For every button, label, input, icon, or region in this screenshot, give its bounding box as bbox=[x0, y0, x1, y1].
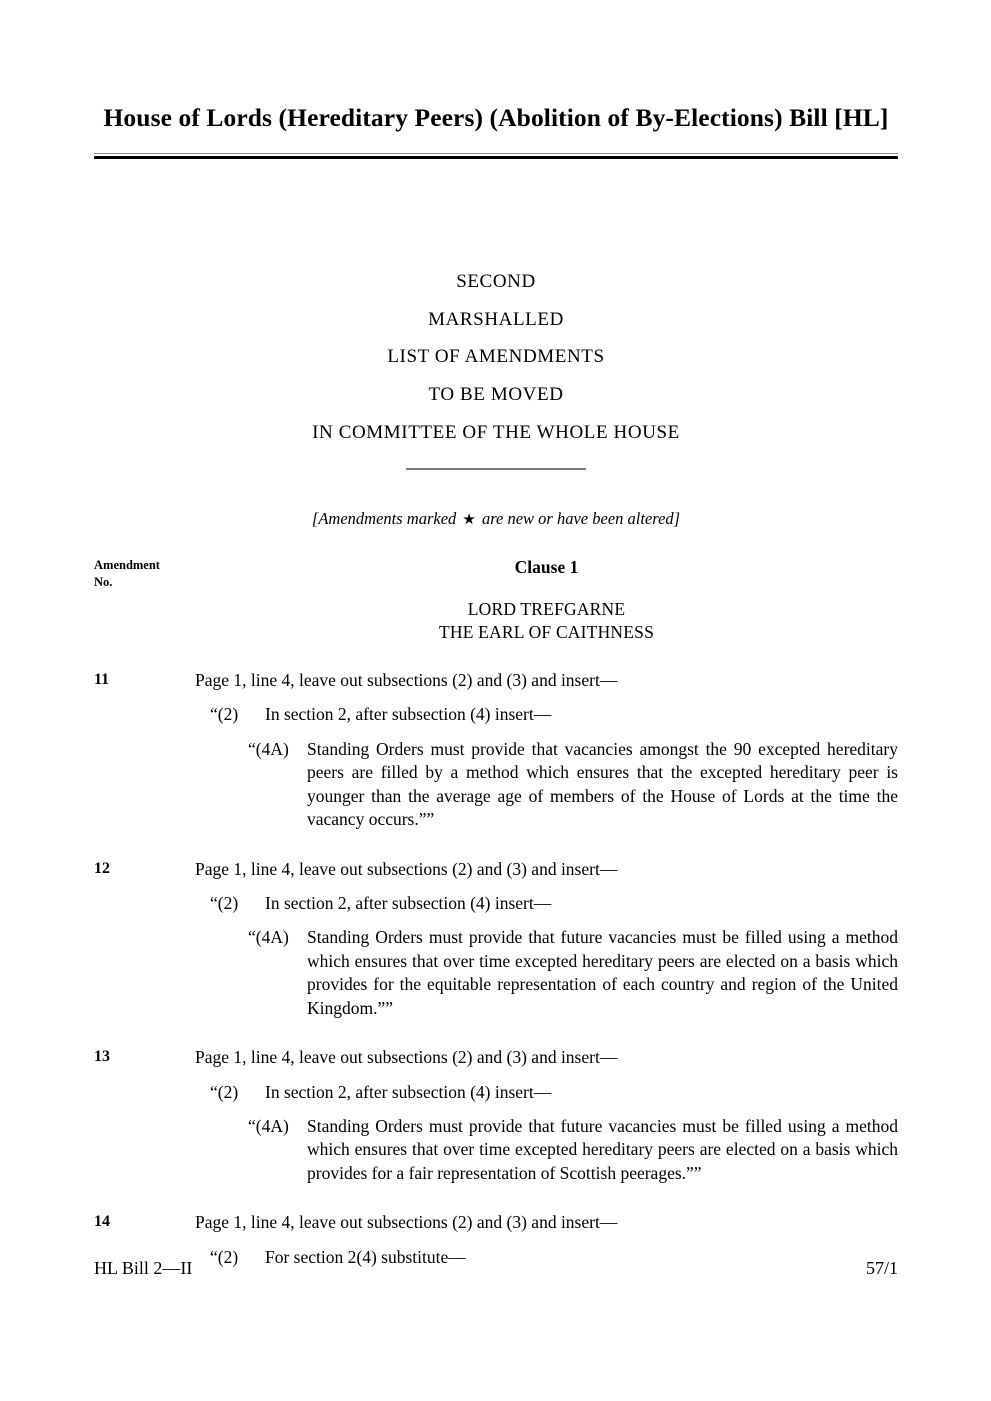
amendment-subsection bbox=[210, 703, 898, 726]
amendment-lede-text: Page 1, line 4, leave out subsections (2) and (3) and insert— bbox=[195, 858, 618, 879]
subsection-text: In section 2, after subsection (4) insert— bbox=[265, 892, 552, 913]
amendment-number: 14 bbox=[94, 1213, 110, 1231]
note-suffix: are new or have been altered] bbox=[477, 509, 681, 529]
amendments-marked-note bbox=[94, 509, 898, 529]
amendment-lede-text: Page 1, line 4, leave out subsections (2) and (3) and insert— bbox=[195, 1047, 618, 1068]
amendment-inserted-text bbox=[248, 926, 898, 1020]
title-rule-thin bbox=[94, 153, 898, 154]
subsection-marker: “(2) bbox=[210, 892, 239, 913]
inserted-text-marker: “(4A) bbox=[248, 738, 289, 759]
inserted-text-body: Standing Orders must provide that future vacancies must be filled using a method which ensures that over time excepted hereditary peers are elected on a basis which provides for a fair representation of Scottish peerages.”” bbox=[307, 1115, 898, 1183]
subsection-text: In section 2, after subsection (4) insert— bbox=[265, 1081, 552, 1102]
amendment-entry bbox=[94, 1046, 898, 1185]
footer-bill-reference: HL Bill 2—II bbox=[94, 1258, 193, 1278]
document-heading-block bbox=[94, 263, 898, 470]
heading-line-marshalled: MARSHALLED bbox=[428, 308, 564, 330]
sponsor-name-2: THE EARL OF CAITHNESS bbox=[438, 621, 654, 642]
footer-page-number: 57/1 bbox=[865, 1258, 898, 1278]
heading-line-second: SECOND bbox=[456, 271, 536, 293]
amendment-inserted-text bbox=[248, 1115, 898, 1186]
page-title: House of Lords (Hereditary Peers) (Abolition of By-Elections) Bill [HL] bbox=[103, 103, 889, 132]
note-prefix: [Amendments marked bbox=[311, 509, 461, 529]
inserted-text-body: Standing Orders must provide that vacancies amongst the 90 excepted hereditary peers are filled by a method which ensures that the excepted hereditary peer is younger than the average age of members of the House of Lords at the time the vacancy occurs.”” bbox=[307, 738, 898, 830]
amendment-entry bbox=[94, 669, 898, 832]
title-rule-thick bbox=[94, 156, 898, 159]
subsection-marker: “(2) bbox=[210, 1246, 239, 1267]
amendment-no-label-line2: No. bbox=[94, 574, 113, 589]
clause-sponsors bbox=[195, 598, 898, 643]
amendment-lede-text: Page 1, line 4, leave out subsections (2) and (3) and insert— bbox=[195, 670, 618, 691]
inserted-text-marker: “(4A) bbox=[248, 1115, 289, 1136]
subsection-text: In section 2, after subsection (4) insert— bbox=[265, 704, 552, 725]
sponsor-name-1: LORD TREFGARNE bbox=[467, 599, 626, 620]
subsection-text: For section 2(4) substitute— bbox=[265, 1246, 466, 1267]
amendment-entry bbox=[94, 858, 898, 1021]
amendment-inserted-text bbox=[248, 738, 898, 832]
heading-line-list-of-amendments: LIST OF AMENDMENTS bbox=[387, 346, 605, 368]
subsection-marker: “(2) bbox=[210, 1081, 239, 1102]
heading-line-to-be-moved: TO BE MOVED bbox=[428, 384, 564, 406]
title-double-rule bbox=[94, 153, 898, 159]
clause-heading: Clause 1 bbox=[514, 557, 579, 578]
star-icon: ★ bbox=[462, 512, 476, 529]
amendment-number: 11 bbox=[94, 671, 110, 689]
amendment-lede-text: Page 1, line 4, leave out subsections (2) and (3) and insert— bbox=[195, 1212, 618, 1233]
heading-line-in-committee: IN COMMITTEE OF THE WHOLE HOUSE bbox=[312, 421, 680, 443]
section-divider-rule bbox=[406, 468, 586, 470]
amendment-subsection bbox=[210, 892, 898, 915]
amendment-subsection bbox=[210, 1081, 898, 1104]
page-footer bbox=[94, 1258, 898, 1279]
inserted-text-marker: “(4A) bbox=[248, 927, 289, 948]
subsection-marker: “(2) bbox=[210, 704, 239, 725]
column-header-row bbox=[94, 557, 898, 595]
page-content bbox=[94, 0, 898, 1269]
amendment-number: 13 bbox=[94, 1048, 110, 1066]
amendment-number: 12 bbox=[94, 859, 110, 877]
inserted-text-body: Standing Orders must provide that future vacancies must be filled using a method which ensures that over time excepted hereditary peers are elected on a basis which provides for the equitable representation of each country and region of the United Kingdom.”” bbox=[307, 927, 898, 1018]
amendment-no-label-line1: Amendment bbox=[94, 558, 160, 573]
